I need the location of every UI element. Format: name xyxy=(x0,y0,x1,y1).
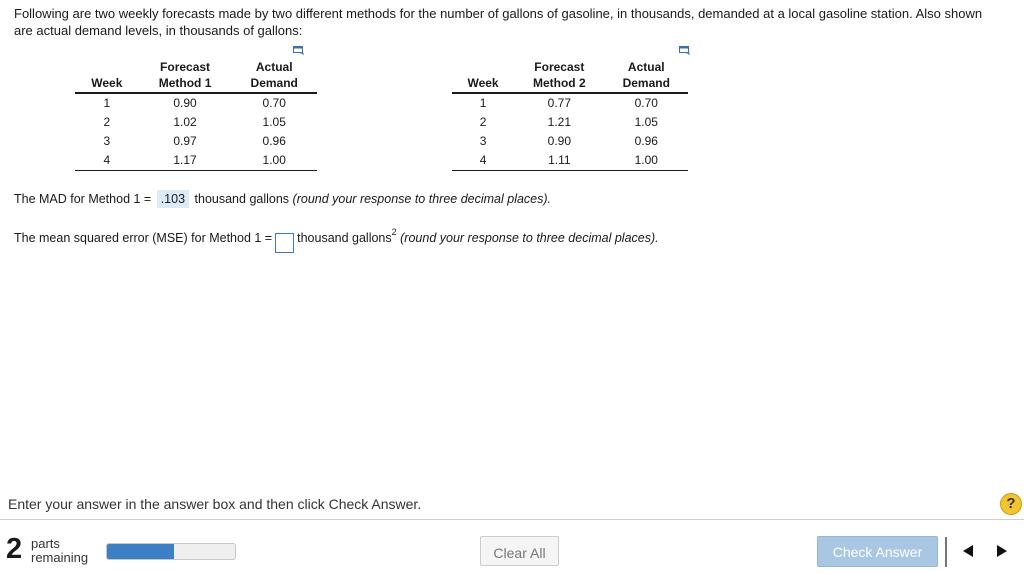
check-answer-button[interactable]: Check Answer xyxy=(817,536,938,567)
table-row xyxy=(452,151,688,171)
table-row xyxy=(75,93,317,113)
next-button[interactable] xyxy=(986,536,1017,566)
parts-remaining-count: 2 xyxy=(6,533,23,565)
column-header-actual: Actual Demand xyxy=(231,59,317,93)
forecast-cell: 0.90 xyxy=(173,96,197,110)
column-header-forecast: Forecast Method 1 xyxy=(139,59,232,93)
actual-cell: 1.05 xyxy=(634,115,658,129)
triangle-right-icon xyxy=(997,545,1007,557)
table-row xyxy=(75,151,317,171)
week-cell: 4 xyxy=(452,151,514,171)
footer-divider xyxy=(0,519,1024,520)
forecast-cell: 1.21 xyxy=(547,115,571,129)
week-cell: 3 xyxy=(479,134,487,148)
answer-instruction: Enter your answer in the answer box and then click Check Answer. xyxy=(8,496,422,512)
mad-unit: thousand gallons xyxy=(194,192,290,206)
forecast-table-method-2 xyxy=(452,59,688,171)
column-header-week: Week xyxy=(452,59,514,93)
week-cell: 2 xyxy=(479,115,487,129)
mad-answer-field[interactable]: .103 xyxy=(157,190,189,208)
forecast-cell: 1.17 xyxy=(139,151,232,171)
parts-remaining-label: parts remaining xyxy=(31,536,89,565)
help-button[interactable]: ? xyxy=(1000,493,1022,515)
week-cell: 2 xyxy=(103,115,111,129)
mse-question xyxy=(14,229,659,253)
actual-cell: 0.70 xyxy=(262,96,286,110)
triangle-left-icon xyxy=(963,545,973,557)
clear-all-button[interactable]: Clear All xyxy=(480,536,559,566)
forecast-cell: 0.90 xyxy=(547,134,571,148)
mad-note: (round your response to three decimal places). xyxy=(292,192,552,206)
forecast-cell: 0.77 xyxy=(547,96,571,110)
week-cell: 3 xyxy=(103,134,111,148)
mse-answer-input[interactable] xyxy=(275,233,294,253)
progress-bar-fill xyxy=(107,544,174,559)
mse-prefix: The mean squared error (MSE) for Method 1 = xyxy=(14,231,273,245)
table-row xyxy=(452,132,688,151)
column-header-actual: Actual Demand xyxy=(605,59,688,93)
week-cell: 1 xyxy=(479,96,487,110)
copy-table-icon[interactable] xyxy=(679,46,690,55)
column-header-forecast: Forecast Method 2 xyxy=(514,59,604,93)
problem-intro: Following are two weekly forecasts made by two different methods for the number of gallons of gasoline, in thousands, demanded at a local gasoline station. Also shown are actual demand levels, in thousands of gallons: xyxy=(14,6,983,38)
nav-separator xyxy=(945,537,947,567)
column-header-week: Week xyxy=(75,59,139,93)
table-row xyxy=(75,132,317,151)
copy-table-icon[interactable] xyxy=(293,46,304,55)
mse-unit: thousand gallons xyxy=(297,231,392,245)
actual-cell: 1.05 xyxy=(262,115,286,129)
actual-cell: 0.96 xyxy=(262,134,286,148)
forecast-cell: 1.02 xyxy=(173,115,197,129)
table-row xyxy=(452,113,688,132)
forecast-table-method-1 xyxy=(75,59,317,171)
table-row xyxy=(452,93,688,113)
actual-cell: 1.00 xyxy=(231,151,317,171)
table-row xyxy=(75,113,317,132)
mad-prefix: The MAD for Method 1 = xyxy=(14,192,152,206)
mad-question xyxy=(14,190,551,208)
actual-cell: 0.70 xyxy=(634,96,658,110)
mse-note: (round your response to three decimal places). xyxy=(400,231,659,245)
forecast-cell: 0.97 xyxy=(173,134,197,148)
week-cell: 1 xyxy=(103,96,111,110)
mse-unit-exponent: 2 xyxy=(391,227,397,237)
actual-cell: 0.96 xyxy=(634,134,658,148)
progress-bar xyxy=(106,543,236,560)
forecast-cell: 1.11 xyxy=(514,151,604,171)
previous-button[interactable] xyxy=(952,536,983,566)
actual-cell: 1.00 xyxy=(605,151,688,171)
week-cell: 4 xyxy=(75,151,139,171)
